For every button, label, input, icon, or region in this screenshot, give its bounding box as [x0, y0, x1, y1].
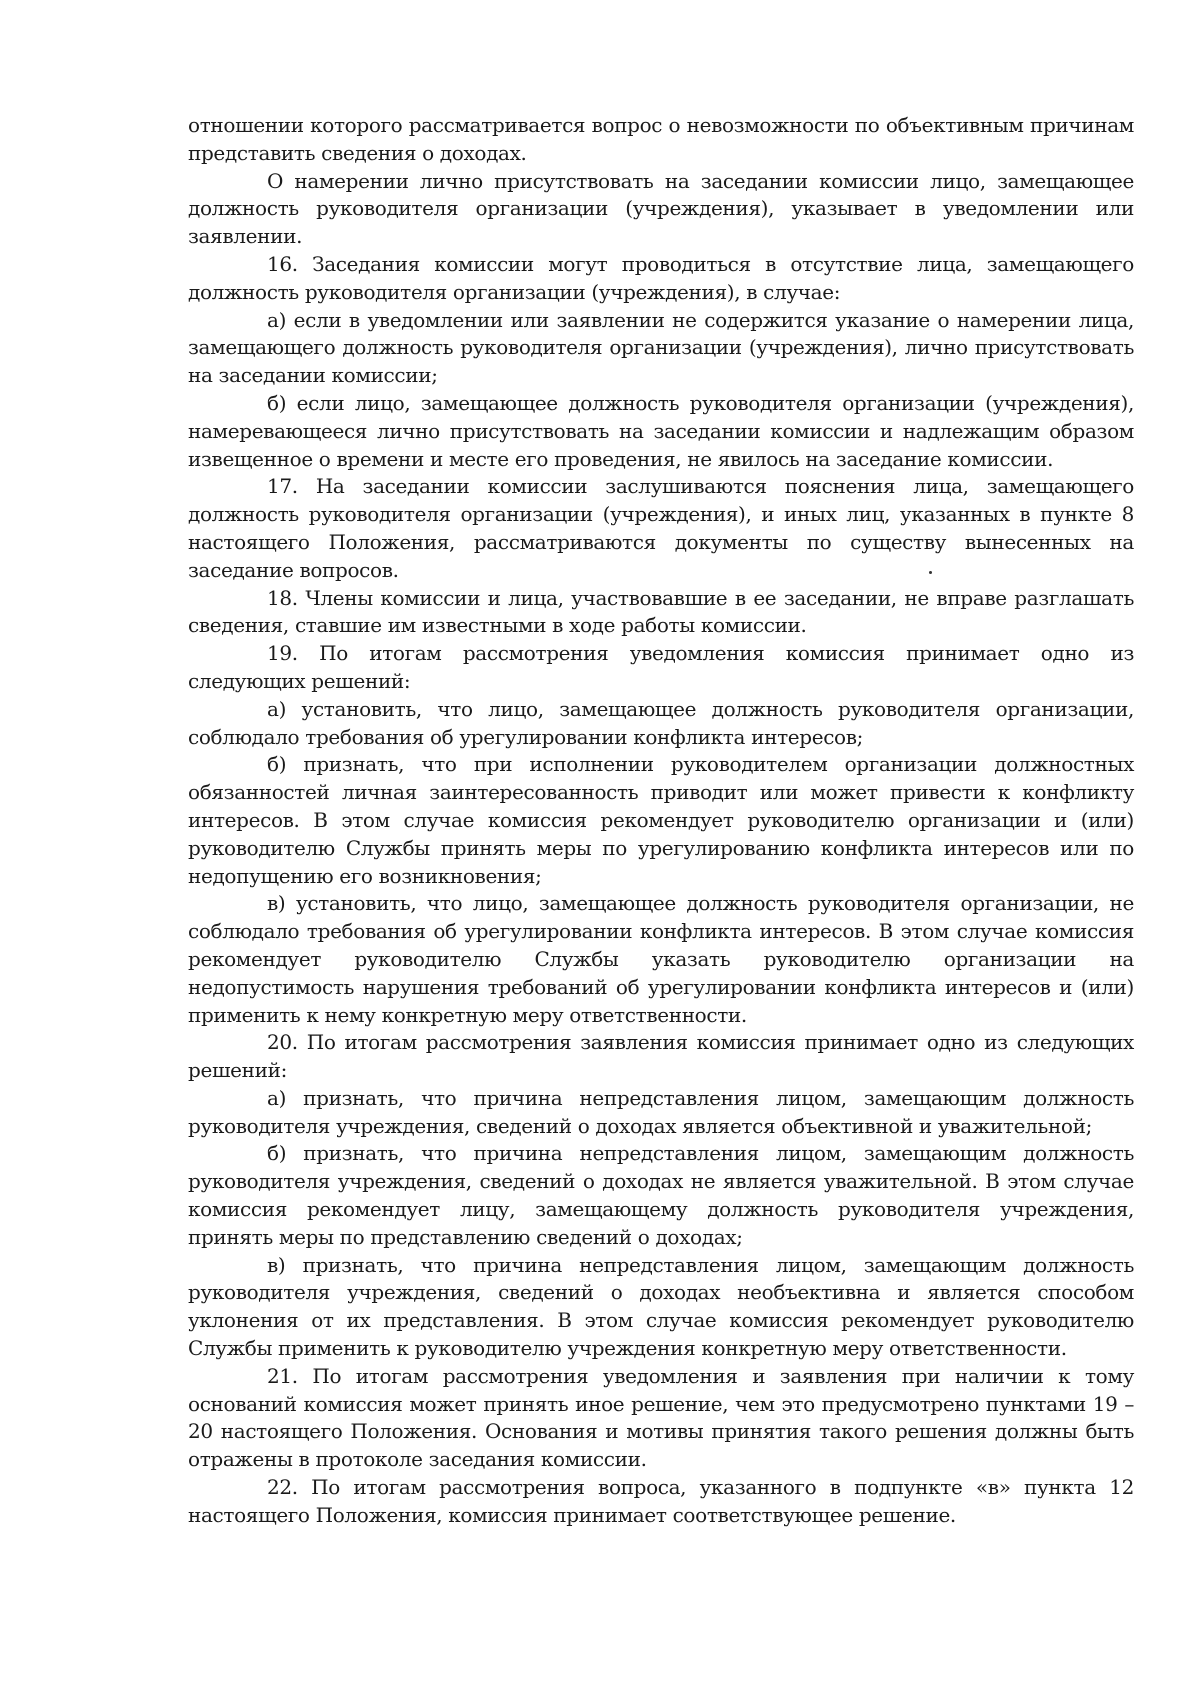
paragraph-19: 19. По итогам рассмотрения уведомления комиссия принимает одно из следующих решений: — [188, 641, 1134, 693]
scan-speck — [929, 571, 932, 574]
paragraph-16-b: б) если лицо, замещающее должность руководителя организации (учреждения), намеревающееся лично присутствовать на заседании комиссии и надлежащим образом извещенное о времени и месте его проведения, не явилось на заседание комиссии. — [188, 390, 1134, 471]
paragraph-16: 16. Заседания комиссии могут проводиться в отсутствие лица, замещающего должность руководителя организации (учреждения), в случае: — [188, 251, 1134, 304]
paragraph-21: 21. По итогам рассмотрения уведомления и заявления при наличии к тому оснований комиссия может принять иное решение, чем это предусмотрено пунктами 19 – 20 настоящего Положения. Основания и мотивы принятия такого решения должны быть отражены в протоколе заседания комиссии. — [188, 1363, 1134, 1472]
paragraph-20-b: б) признать, что причина непредставления лицом, замещающим должность руководителя учреждения, сведений о доходах не является уважительной. В этом случае комиссия рекомендует лицу, замещающему должность руководителя учреждения, принять меры по представлению сведений о доходах; — [188, 1141, 1134, 1249]
paragraph-19-a: а) установить, что лицо, замещающее должность руководителя организации, соблюдало требования об урегулировании конфликта интересов; — [188, 696, 1134, 749]
document-body — [188, 112, 1134, 1530]
paragraph-17: 17. На заседании комиссии заслушиваются пояснения лица, замещающего должность руководителя организации (учреждения), и иных лиц, указанных в пункте 8 настоящего Положения, рассматриваются документы по существу вынесенных на заседание вопросов. — [188, 474, 1134, 582]
paragraph-20-a: а) признать, что причина непредставления лицом, замещающим должность руководителя учреждения, сведений о доходах является объективной и уважительной; — [188, 1085, 1134, 1138]
paragraph-22: 22. По итогам рассмотрения вопроса, указанного в подпункте «в» пункта 12 настоящего Положения, комиссия принимает соответствующее решение. — [188, 1475, 1134, 1527]
paragraph-20-v: в) признать, что причина непредставления лицом, замещающим должность руководителя учреждения, сведений о доходах необъективна и является способом уклонения от их представления. В этом случае комиссия рекомендует руководителю Службы применить к руководителю учреждения конкретную меру ответственности. — [188, 1252, 1134, 1361]
paragraph-intent-notice: О намерении лично присутствовать на заседании комиссии лицо, замещающее должность руководителя организации (учреждения), указывает в уведомлении или заявлении. — [188, 168, 1134, 249]
paragraph-19-b: б) признать, что при исполнении руководителем организации должностных обязанностей личная заинтересованность приводит или может привести к конфликту интересов. В этом случае комиссия рекомендует руководителю организации и (или) руководителю Службы принять меры по урегулированию конфликта интересов или по недопущению его возникновения; — [188, 752, 1134, 888]
paragraph-18: 18. Члены комиссии и лица, участвовавшие в ее заседании, не вправе разглашать сведения, ставшие им известными в ходе работы комиссии. — [188, 585, 1134, 638]
paragraph-19-v: в) установить, что лицо, замещающее должность руководителя организации, не соблюдало требования об урегулировании конфликта интересов. В этом случае комиссия рекомендует руководителю Службы указать руководителю организации на недопустимость нарушения требований об урегулировании конфликта интересов и (или) применить к нему конкретную меру ответственности. — [188, 891, 1134, 1027]
paragraph-20: 20. По итогам рассмотрения заявления комиссия принимает одно из следующих решений: — [188, 1030, 1134, 1083]
paragraph-continuation: отношении которого рассматривается вопрос о невозможности по объективным причинам представить сведения о доходах. — [188, 113, 1134, 165]
paragraph-16-a: а) если в уведомлении или заявлении не содержится указание о намерении лица, замещающего должность руководителя организации (учреждения), лично присутствовать на заседании комиссии; — [188, 307, 1134, 388]
